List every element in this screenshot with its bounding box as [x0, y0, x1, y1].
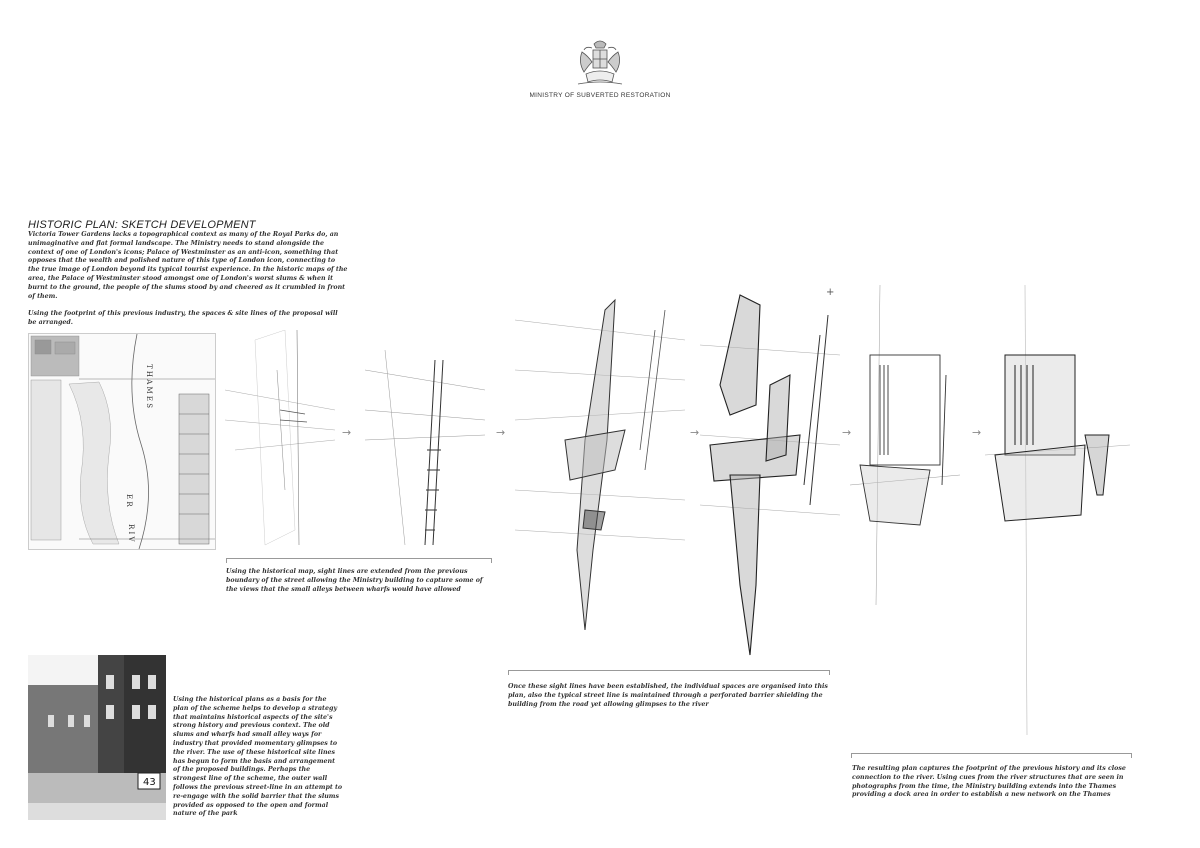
arrow-3: →: [690, 426, 700, 439]
historic-map-drawing: [29, 334, 215, 549]
bracket-1: [226, 558, 492, 563]
sketch-spaces-2: [700, 285, 840, 665]
royal-coat-of-arms-icon: [572, 38, 628, 90]
sketch-sightlines: [225, 330, 335, 550]
intro-paragraph: Victoria Tower Gardens lacks a topographical context as many of the Royal Parks do, an unimaginative and flat formal landscape. The Ministry needs to stand alongside the context of one of London's icons; Palace of Westminster as an anti-icon, something that opposes that the wealth and polished nature of this type of London icon, connecting to the true image of London beyond its typical tourist experience. In the historic maps of the area, the Palace of Westminster stood amongst one of London's worst slums & when it burnt to the ground, the people of the slums stood by and cheered as it crumbled in front of them.: [28, 231, 348, 300]
historic-map: [28, 333, 216, 550]
bracket-2: [508, 670, 830, 675]
arrow-2: →: [496, 426, 506, 439]
arrow-1: →: [342, 426, 352, 439]
sketch-plan-final: [985, 285, 1130, 735]
river-label-2: E R: [125, 494, 133, 507]
arrow-4: →: [842, 426, 852, 439]
sketch-street-line: [365, 330, 485, 550]
historic-photograph: [28, 655, 166, 820]
crosshair-mark: +: [826, 287, 835, 298]
river-label: T H A M E S: [145, 364, 153, 409]
ministry-title: MINISTRY OF SUBVERTED RESTORATION: [529, 92, 671, 99]
caption-sightlines: Using the historical map, sight lines are extended from the previous boundary of the street allowing the Ministry building to capture some of the views that the small alleys between wharfs would have allowed: [226, 568, 483, 593]
page-title: HISTORIC PLAN: SKETCH DEVELOPMENT: [28, 219, 256, 231]
arrow-5: →: [972, 426, 982, 439]
sketch-spaces-1: [515, 290, 685, 660]
river-label-3: R I V: [127, 524, 135, 542]
intro-paragraph-2: Using the footprint of this previous industry, the spaces & site lines of the proposal will be arranged.: [28, 310, 338, 326]
bracket-3: [851, 753, 1132, 758]
house-number-sign: 43: [143, 777, 156, 788]
sketch-plan-1: [850, 285, 960, 605]
caption-house: Using the historical plans as a basis for the plan of the scheme helps to develop a strategy that maintains historical aspects of the site's strong history and previous context. The old slums and wharfs had small alley ways for industry that provided momentary glimpses to the river. The use of these historical site lines has begun to form the basis and arrangement of the proposed buildings. Perhaps the strongest line of the scheme, the outer wall follows the previous street-line in an attempt to re-engage with the solid barrier that the slums provided as opposed to the open and formal nature of the park: [173, 696, 343, 818]
caption-spaces: Once these sight lines have been established, the individual spaces are organised into this plan, also the typical street line is maintained through a perforated barrier shielding the building from the road yet allowing glimpses to the river: [508, 683, 828, 708]
caption-result: The resulting plan captures the footprint of the previous history and its close connection to the river. Using cues from the river structures that are seen in photographs from the time, the Ministry building extends into the Thames providing a dock area in order to establish a new network on the Thames: [852, 765, 1126, 799]
